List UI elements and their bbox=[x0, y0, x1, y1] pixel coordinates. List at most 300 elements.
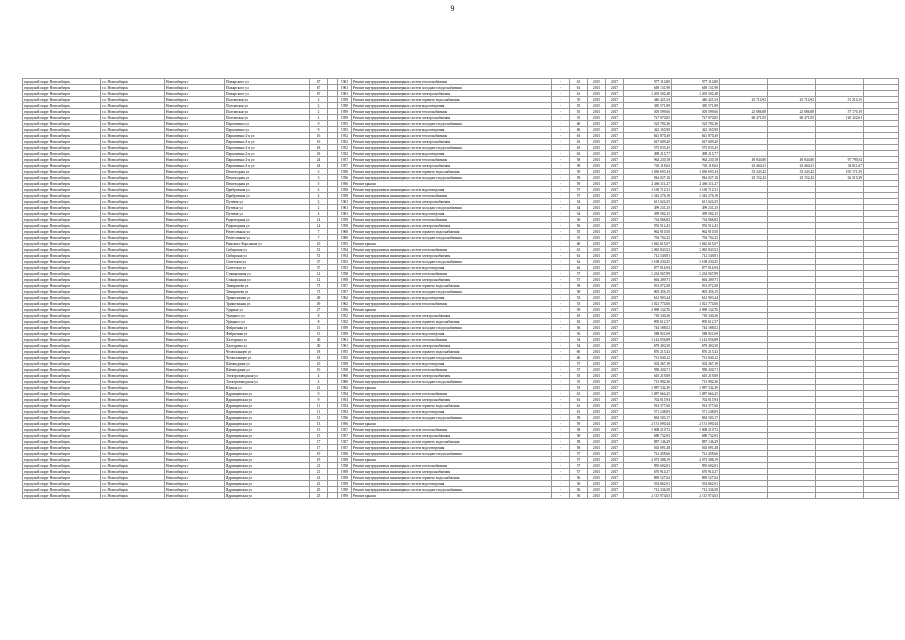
cell-wear: 61 bbox=[570, 91, 588, 97]
cell-cost-local: 120 322,61 bbox=[816, 115, 864, 121]
cell-district: г.о. Новосибирск bbox=[101, 103, 165, 109]
cell-year-built: 1957 bbox=[338, 439, 352, 445]
cell-house-number: 16 bbox=[310, 139, 328, 145]
cell-municipality: городской округ Новосибирск bbox=[23, 439, 101, 445]
cell-year-built: 1955 bbox=[338, 121, 352, 127]
cell-district: г.о. Новосибирск bbox=[101, 421, 165, 427]
cell-wear: 60 bbox=[570, 121, 588, 127]
cell-cost-regional: 25 152,42 bbox=[768, 175, 816, 181]
cell-wear: 57 bbox=[570, 193, 588, 199]
cell-year-from: 2015 bbox=[588, 175, 606, 181]
cell-cost-total: 731 840,12 bbox=[624, 355, 672, 361]
cell-year-to: 2017 bbox=[606, 187, 624, 193]
cell-district: г.о. Новосибирск bbox=[101, 187, 165, 193]
cell-year-to: 2017 bbox=[606, 367, 624, 373]
cell-cost-local: 51 214,15 bbox=[816, 97, 864, 103]
cell-work-description: Ремонт внутридомовых инженерных систем горячего водоснабжения bbox=[352, 229, 552, 235]
cell-street: Южная ул bbox=[225, 385, 310, 391]
cell-year-built: 1961 bbox=[338, 79, 352, 85]
cell-street: Полтавская ул bbox=[225, 115, 310, 121]
cell-street: Ударная ул bbox=[225, 307, 310, 313]
cell-work-description: Ремонт внутридомовых инженерных систем холодного водоснабжения bbox=[352, 145, 552, 151]
cell-blank: - bbox=[552, 457, 570, 463]
cell-street: Электрозаводская ул bbox=[225, 379, 310, 385]
cell-district: г.о. Новосибирск bbox=[101, 439, 165, 445]
cell-cost-fund: 588 921,69 bbox=[672, 331, 720, 337]
cell-year-from: 2015 bbox=[588, 127, 606, 133]
cell-year-from: 2015 bbox=[588, 487, 606, 493]
cell-district: г.о. Новосибирск bbox=[101, 307, 165, 313]
cell-cost-total: 876 215,43 bbox=[624, 349, 672, 355]
cell-house-number: 11 bbox=[310, 409, 328, 415]
cell-district: г.о. Новосибирск bbox=[101, 259, 165, 265]
cell-municipality: городской округ Новосибирск bbox=[23, 325, 101, 331]
cell-year-to: 2017 bbox=[606, 157, 624, 163]
cell-cost-total: 499 231,25 bbox=[624, 205, 672, 211]
cell-blank: - bbox=[552, 133, 570, 139]
cell-year-built: 1956 bbox=[338, 169, 352, 175]
cell-cost-total: 1 142 056,88 bbox=[624, 337, 672, 343]
cell-year-to: 2017 bbox=[606, 421, 624, 427]
cell-year-built: 1959 bbox=[338, 223, 352, 229]
cell-district: г.о. Новосибирск bbox=[101, 379, 165, 385]
cell-municipality: городской округ Новосибирск bbox=[23, 409, 101, 415]
cell-cost-fund: 649 131,98 bbox=[672, 85, 720, 91]
cell-locality: Новосибирск г bbox=[165, 235, 225, 241]
cell-year-from: 2015 bbox=[588, 85, 606, 91]
cell-street: Ядринцевская ул bbox=[225, 409, 310, 415]
cell-blank: - bbox=[552, 211, 570, 217]
cell-house-number: 2 bbox=[310, 97, 328, 103]
cell-work-description: Ремонт внутридомовых инженерных систем теплоснабжения bbox=[352, 157, 552, 163]
cell-blank: - bbox=[552, 307, 570, 313]
cell-cost-regional: 49 844,80 bbox=[768, 157, 816, 163]
cell-district: г.о. Новосибирск bbox=[101, 337, 165, 343]
cell-cost-total: 554 862,91 bbox=[624, 481, 672, 487]
cell-year-from: 2015 bbox=[588, 451, 606, 457]
cell-municipality: городской округ Новосибирск bbox=[23, 103, 101, 109]
cell-street: Советская ул bbox=[225, 259, 310, 265]
cell-work-description: Ремонт внутридомовых инженерных систем холодного водоснабжения bbox=[352, 487, 552, 493]
cell-cost-fund: 803 456,15 bbox=[672, 289, 720, 295]
cell-year-built: 1960 bbox=[338, 373, 352, 379]
cell-municipality: городской округ Новосибирск bbox=[23, 361, 101, 367]
cell-year-built: 1957 bbox=[338, 289, 352, 295]
cell-wear: 58 bbox=[570, 433, 588, 439]
cell-street: Пархоменко ул bbox=[225, 127, 310, 133]
cell-district: г.о. Новосибирск bbox=[101, 361, 165, 367]
cell-year-built: 1959 bbox=[338, 217, 352, 223]
cell-year-from: 2015 bbox=[588, 409, 606, 415]
cell-year-from: 2015 bbox=[588, 433, 606, 439]
cell-district: г.о. Новосибирск bbox=[101, 295, 165, 301]
cell-street: Урицкого ул bbox=[225, 313, 310, 319]
cell-street: Ядринцевская ул bbox=[225, 427, 310, 433]
cell-house-number: 4 bbox=[310, 211, 328, 217]
cell-cost-owner: 25 152,42 bbox=[720, 175, 768, 181]
cell-municipality: городской округ Новосибирск bbox=[23, 457, 101, 463]
cell-year-to: 2017 bbox=[606, 289, 624, 295]
cell-year-from: 2015 bbox=[588, 475, 606, 481]
cell-blank: - bbox=[552, 409, 570, 415]
cell-cost-fund: 905 612,37 bbox=[672, 319, 720, 325]
cell-cost-fund: 593 512,43 bbox=[672, 223, 720, 229]
cell-year-built: 1958 bbox=[338, 193, 352, 199]
cell-district: г.о. Новосибирск bbox=[101, 481, 165, 487]
cell-work-description: Ремонт внутридомовых инженерных систем водоотведения bbox=[352, 445, 552, 451]
cell-work-description: Ремонт крыши bbox=[352, 181, 552, 187]
cell-cost-total: 2 151 090,44 bbox=[624, 421, 672, 427]
cell-wear: 57 bbox=[570, 469, 588, 475]
cell-municipality: городской округ Новосибирск bbox=[23, 271, 101, 277]
cell-locality: Новосибирск г bbox=[165, 211, 225, 217]
cell-cost-fund: 944 027,16 bbox=[672, 175, 720, 181]
cell-year-built: 1953 bbox=[338, 265, 352, 271]
cell-street: Тимирязева ул bbox=[225, 289, 310, 295]
cell-work-description: Ремонт внутридомовых инженерных систем холодного водоснабжения bbox=[352, 259, 552, 265]
cell-wear: 57 bbox=[570, 187, 588, 193]
cell-year-to: 2017 bbox=[606, 151, 624, 157]
cell-municipality: городской округ Новосибирск bbox=[23, 319, 101, 325]
cell-blank: - bbox=[552, 433, 570, 439]
cell-work-description: Ремонт внутридомовых инженерных систем холодного водоснабжения bbox=[352, 175, 552, 181]
cell-locality: Новосибирск г bbox=[165, 361, 225, 367]
cell-street: Ремесленная ул bbox=[225, 235, 310, 241]
cell-wear: 56 bbox=[570, 331, 588, 337]
cell-house-number: 21 bbox=[310, 385, 328, 391]
cell-year-built: 1959 bbox=[338, 109, 352, 115]
cell-blank: - bbox=[552, 463, 570, 469]
cell-cost-total: 627 609,20 bbox=[624, 139, 672, 145]
cell-year-from: 2015 bbox=[588, 205, 606, 211]
cell-cost-regional bbox=[768, 493, 816, 499]
cell-year-from: 2015 bbox=[588, 163, 606, 169]
cell-year-from: 2015 bbox=[588, 139, 606, 145]
cell-locality: Новосибирск г bbox=[165, 349, 225, 355]
cell-year-to: 2017 bbox=[606, 199, 624, 205]
cell-street: Пархоменко 2-я ул bbox=[225, 133, 310, 139]
cell-work-description: Ремонт внутридомовых инженерных систем теплоснабжения bbox=[352, 301, 552, 307]
cell-year-built: 1959 bbox=[338, 97, 352, 103]
cell-locality: Новосибирск г bbox=[165, 139, 225, 145]
cell-year-built: 1961 bbox=[338, 211, 352, 217]
cell-district: г.о. Новосибирск bbox=[101, 475, 165, 481]
cell-cost-fund: 2 115 974,63 bbox=[672, 493, 720, 499]
cell-blank: - bbox=[552, 139, 570, 145]
cell-locality: Новосибирск г bbox=[165, 229, 225, 235]
cell-year-built: 1961 bbox=[338, 343, 352, 349]
cell-municipality: городской округ Новосибирск bbox=[23, 427, 101, 433]
cell-cost-total: 744 188,02 bbox=[624, 325, 672, 331]
cell-wear: 57 bbox=[570, 361, 588, 367]
cell-year-to: 2017 bbox=[606, 331, 624, 337]
cell-cost-total: 931 072,58 bbox=[624, 283, 672, 289]
cell-year-from: 2015 bbox=[588, 91, 606, 97]
cell-blank: - bbox=[552, 361, 570, 367]
cell-locality: Новосибирск г bbox=[165, 295, 225, 301]
cell-work-description: Ремонт внутридомовых инженерных систем электроснабжения bbox=[352, 91, 552, 97]
cell-cost-fund: 2 466 111,27 bbox=[672, 181, 720, 187]
cell-cost-total: 1 343 276,18 bbox=[624, 193, 672, 199]
cell-district: г.о. Новосибирск bbox=[101, 253, 165, 259]
cell-year-built: 1959 bbox=[338, 115, 352, 121]
cell-municipality: городской округ Новосибирск bbox=[23, 205, 101, 211]
cell-cost-total: 877 016,94 bbox=[624, 265, 672, 271]
cell-house-number: 49 bbox=[310, 301, 328, 307]
cell-year-to: 2017 bbox=[606, 451, 624, 457]
cell-locality: Новосибирск г bbox=[165, 319, 225, 325]
cell-district: г.о. Новосибирск bbox=[101, 409, 165, 415]
cell-district: г.о. Новосибирск bbox=[101, 91, 165, 97]
cell-street: Ядринцевская ул bbox=[225, 475, 310, 481]
cell-cost-total: 679 403,50 bbox=[624, 343, 672, 349]
cell-wear: 63 bbox=[570, 133, 588, 139]
cell-locality: Новосибирск г bbox=[165, 85, 225, 91]
cell-work-description: Ремонт внутридомовых инженерных систем водоотведения bbox=[352, 211, 552, 217]
cell-year-built: 1957 bbox=[338, 283, 352, 289]
cell-municipality: городской округ Новосибирск bbox=[23, 145, 101, 151]
cell-wear: 57 bbox=[570, 457, 588, 463]
cell-cost-total: 523 782,36 bbox=[624, 121, 672, 127]
cell-house-number: 17 bbox=[310, 445, 328, 451]
cell-year-to: 2017 bbox=[606, 109, 624, 115]
cell-cost-total: 1 087 664,25 bbox=[624, 391, 672, 397]
cell-municipality: городской округ Новосибирск bbox=[23, 433, 101, 439]
cell-year-to: 2017 bbox=[606, 403, 624, 409]
cell-work-description: Ремонт внутридомовых инженерных систем водоотведения bbox=[352, 265, 552, 271]
cell-locality: Новосибирск г bbox=[165, 397, 225, 403]
cell-house-number: 18 bbox=[310, 151, 328, 157]
cell-locality: Новосибирск г bbox=[165, 193, 225, 199]
cell-street: Полтавская ул bbox=[225, 97, 310, 103]
cell-year-from: 2015 bbox=[588, 223, 606, 229]
cell-work-description: Ремонт внутридомовых инженерных систем горячего водоснабжения bbox=[352, 349, 552, 355]
cell-year-from: 2015 bbox=[588, 97, 606, 103]
cell-year-built: 1956 bbox=[338, 421, 352, 427]
cell-cost-fund: 712 336,58 bbox=[672, 487, 720, 493]
cell-cost-fund: 734 066,82 bbox=[672, 217, 720, 223]
cell-blank: - bbox=[552, 385, 570, 391]
cell-work-description: Ремонт внутридомовых инженерных систем теплоснабжения bbox=[352, 367, 552, 373]
cell-locality: Новосибирск г bbox=[165, 241, 225, 247]
cell-municipality: городской округ Новосибирск bbox=[23, 367, 101, 373]
cell-municipality: городской округ Новосибирск bbox=[23, 139, 101, 145]
cell-locality: Новосибирск г bbox=[165, 133, 225, 139]
cell-work-description: Ремонт внутридомовых инженерных систем электроснабжения bbox=[352, 373, 552, 379]
cell-year-from: 2015 bbox=[588, 277, 606, 283]
cell-house-number: 8 bbox=[310, 319, 328, 325]
cell-cost-owner bbox=[720, 493, 768, 499]
cell-cost-regional: 53 243,42 bbox=[768, 169, 816, 175]
cell-blank: - bbox=[552, 157, 570, 163]
cell-cost-total: 905 612,37 bbox=[624, 319, 672, 325]
cell-house-number: 27 bbox=[310, 307, 328, 313]
cell-year-from: 2015 bbox=[588, 469, 606, 475]
cell-cost-regional: 60 471,05 bbox=[768, 115, 816, 121]
cell-house-number: 11 bbox=[310, 403, 328, 409]
cell-street: Ядринцевская ул bbox=[225, 451, 310, 457]
cell-street: Пожарского ул bbox=[225, 91, 310, 97]
cell-work-description: Ремонт внутридомовых инженерных систем теплоснабжения bbox=[352, 337, 552, 343]
cell-work-description: Ремонт внутридомовых инженерных систем холодного водоснабжения bbox=[352, 289, 552, 295]
cell-year-built: 1962 bbox=[338, 385, 352, 391]
cell-locality: Новосибирск г bbox=[165, 181, 225, 187]
cell-year-to: 2017 bbox=[606, 91, 624, 97]
cell-work-description: Ремонт внутридомовых инженерных систем теплоснабжения bbox=[352, 271, 552, 277]
cell-street: Шамшурина ул bbox=[225, 367, 310, 373]
cell-work-description: Ремонт крыши bbox=[352, 241, 552, 247]
cell-work-description: Ремонт внутридомовых инженерных систем водоотведения bbox=[352, 361, 552, 367]
cell-district: г.о. Новосибирск bbox=[101, 133, 165, 139]
cell-blank: - bbox=[552, 475, 570, 481]
cell-year-from: 2015 bbox=[588, 241, 606, 247]
cell-work-description: Ремонт крыши bbox=[352, 493, 552, 499]
cell-house-number: 4 bbox=[310, 187, 328, 193]
cell-house-number: 3 bbox=[310, 175, 328, 181]
cell-municipality: городской округ Новосибирск bbox=[23, 355, 101, 361]
cell-street: Пожарского ул bbox=[225, 85, 310, 91]
cell-year-from: 2015 bbox=[588, 133, 606, 139]
cell-district: г.о. Новосибирск bbox=[101, 109, 165, 115]
cell-district: г.о. Новосибирск bbox=[101, 301, 165, 307]
cell-year-to: 2017 bbox=[606, 337, 624, 343]
cell-locality: Новосибирск г bbox=[165, 385, 225, 391]
cell-work-description: Ремонт внутридомовых инженерных систем горячего водоснабжения bbox=[352, 97, 552, 103]
cell-municipality: городской округ Новосибирск bbox=[23, 469, 101, 475]
cell-year-to: 2017 bbox=[606, 325, 624, 331]
cell-year-to: 2017 bbox=[606, 469, 624, 475]
cell-municipality: городской округ Новосибирск bbox=[23, 187, 101, 193]
cell-cost-fund: 745 118,63 bbox=[672, 163, 720, 169]
cell-year-to: 2017 bbox=[606, 85, 624, 91]
cell-cost-total: 721 458,66 bbox=[624, 451, 672, 457]
cell-cost-total: 713 982,36 bbox=[624, 379, 672, 385]
cell-wear: 55 bbox=[570, 103, 588, 109]
cell-locality: Новосибирск г bbox=[165, 109, 225, 115]
cell-work-description: Ремонт внутридомовых инженерных систем холодного водоснабжения bbox=[352, 235, 552, 241]
cell-locality: Новосибирск г bbox=[165, 421, 225, 427]
cell-year-built: 1957 bbox=[338, 157, 352, 163]
cell-cost-total: 1 842 615,07 bbox=[624, 241, 672, 247]
cell-locality: Новосибирск г bbox=[165, 163, 225, 169]
cell-cost-total: 727 970,85 bbox=[624, 115, 672, 121]
cell-street: Шамшурина ул bbox=[225, 361, 310, 367]
cell-blank: - bbox=[552, 253, 570, 259]
cell-blank: - bbox=[552, 481, 570, 487]
cell-house-number: 9 bbox=[310, 391, 328, 397]
cell-cost-fund: 422 165,90 bbox=[672, 127, 720, 133]
cell-year-built: 1960 bbox=[338, 229, 352, 235]
cell-work-description: Ремонт внутридомовых инженерных систем теплоснабжения bbox=[352, 463, 552, 469]
cell-cost-total: 995 602,81 bbox=[624, 463, 672, 469]
cell-year-built: 1958 bbox=[338, 271, 352, 277]
cell-street: Трикотажная ул bbox=[225, 295, 310, 301]
cell-year-to: 2017 bbox=[606, 253, 624, 259]
cell-district: г.о. Новосибирск bbox=[101, 85, 165, 91]
cell-municipality: городской округ Новосибирск bbox=[23, 493, 101, 499]
cell-street: Трикотажная ул bbox=[225, 301, 310, 307]
cell-district: г.о. Новосибирск bbox=[101, 157, 165, 163]
cell-work-description: Ремонт внутридомовых инженерных систем холодного водоснабжения bbox=[352, 415, 552, 421]
cell-house-number: 37 bbox=[310, 259, 328, 265]
cell-cost-fund: 1 205 502,48 bbox=[672, 91, 720, 97]
cell-wear: 59 bbox=[570, 421, 588, 427]
cell-locality: Новосибирск г bbox=[165, 331, 225, 337]
cell-locality: Новосибирск г bbox=[165, 445, 225, 451]
cell-year-to: 2017 bbox=[606, 319, 624, 325]
cell-locality: Новосибирск г bbox=[165, 223, 225, 229]
cell-cost-total: 688 732,05 bbox=[624, 433, 672, 439]
cell-year-from: 2015 bbox=[588, 79, 606, 85]
cell-work-description: Ремонт внутридомовых инженерных систем теплоснабжения bbox=[352, 217, 552, 223]
cell-municipality: городской округ Новосибирск bbox=[23, 193, 101, 199]
cell-year-built: 1960 bbox=[338, 379, 352, 385]
cell-year-from: 2015 bbox=[588, 361, 606, 367]
cell-cost-fund: 498 215,77 bbox=[672, 151, 720, 157]
cell-work-description: Ремонт крыши bbox=[352, 385, 552, 391]
cell-wear: 61 bbox=[570, 397, 588, 403]
cell-year-to: 2017 bbox=[606, 139, 624, 145]
cell-cost-fund: 727 970,85 bbox=[672, 115, 720, 121]
cell-street: Пешеходная ул bbox=[225, 181, 310, 187]
cell-work-description: Ремонт внутридомовых инженерных систем теплоснабжения bbox=[352, 133, 552, 139]
cell-year-built: 1952 bbox=[338, 319, 352, 325]
cell-locality: Новосибирск г bbox=[165, 199, 225, 205]
cell-district: г.о. Новосибирск bbox=[101, 277, 165, 283]
cell-year-to: 2017 bbox=[606, 349, 624, 355]
cell-work-description: Ремонт внутридомовых инженерных систем горячего водоснабжения bbox=[352, 319, 552, 325]
cell-year-from: 2015 bbox=[588, 325, 606, 331]
cell-house-number: 14 bbox=[310, 223, 328, 229]
cell-cost-fund: 645 219,08 bbox=[672, 373, 720, 379]
cell-cost-total: 914 377,60 bbox=[624, 403, 672, 409]
cell-street: Ядринцевская ул bbox=[225, 493, 310, 499]
cell-district: г.о. Новосибирск bbox=[101, 127, 165, 133]
cell-year-built: 1952 bbox=[338, 145, 352, 151]
cell-cost-total: 869 527,04 bbox=[624, 475, 672, 481]
cell-work-description: Ремонт внутридомовых инженерных систем электроснабжения bbox=[352, 199, 552, 205]
cell-street: Полтавская ул bbox=[225, 109, 310, 115]
cell-cost-total: 2 466 111,27 bbox=[624, 181, 672, 187]
cell-district: г.о. Новосибирск bbox=[101, 343, 165, 349]
cell-wear: 59 bbox=[570, 307, 588, 313]
cell-blank: - bbox=[552, 79, 570, 85]
cell-locality: Новосибирск г bbox=[165, 169, 225, 175]
cell-district: г.о. Новосибирск bbox=[101, 181, 165, 187]
cell-cost-total: 440 421,54 bbox=[624, 97, 672, 103]
cell-year-built: 1959 bbox=[338, 103, 352, 109]
cell-year-from: 2015 bbox=[588, 253, 606, 259]
cell-year-to: 2017 bbox=[606, 181, 624, 187]
cell-street: Урицкого ул bbox=[225, 319, 310, 325]
cell-wear: 56 bbox=[570, 475, 588, 481]
cell-locality: Новосибирск г bbox=[165, 187, 225, 193]
cell-cost-total: 399 582,15 bbox=[624, 211, 672, 217]
cell-year-to: 2017 bbox=[606, 217, 624, 223]
cell-cost-total: 498 215,77 bbox=[624, 151, 672, 157]
cell-year-from: 2015 bbox=[588, 493, 606, 499]
cell-municipality: городской округ Новосибирск bbox=[23, 253, 101, 259]
cell-year-built: 1958 bbox=[338, 457, 352, 463]
cell-house-number: 15 bbox=[310, 427, 328, 433]
cell-house-number: 2 bbox=[310, 109, 328, 115]
cell-year-to: 2017 bbox=[606, 223, 624, 229]
cell-wear: 59 bbox=[570, 181, 588, 187]
cell-house-number: 15 bbox=[310, 433, 328, 439]
cell-blank: - bbox=[552, 175, 570, 181]
cell-locality: Новосибирск г bbox=[165, 379, 225, 385]
cell-street: Пархоменко 2-я ул bbox=[225, 139, 310, 145]
